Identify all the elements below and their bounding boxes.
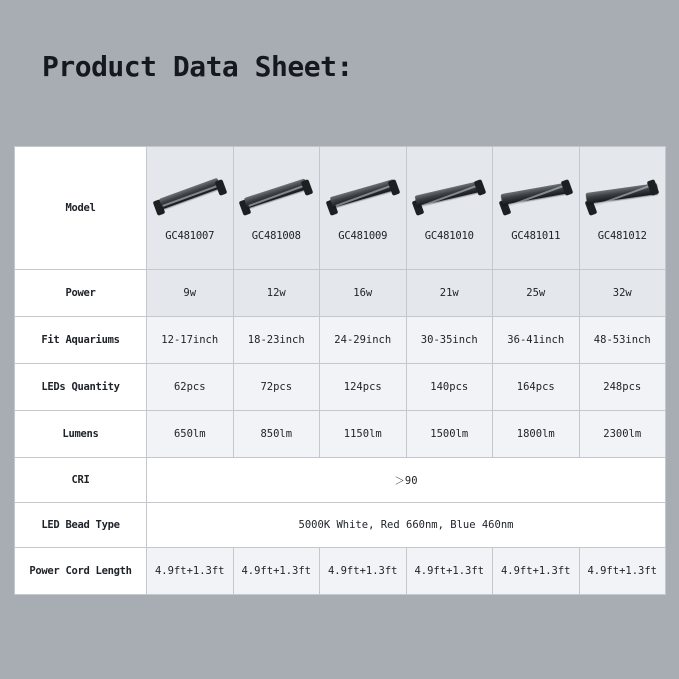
power-cell-2: 12w bbox=[233, 270, 320, 317]
spec-table bbox=[14, 146, 666, 595]
cord-cell-3: 4.9ft+1.3ft bbox=[320, 548, 407, 595]
aquarium-led-light-bar-icon bbox=[239, 174, 313, 220]
leds-cell-6: 248pcs bbox=[579, 364, 666, 411]
lumens-cell-3: 1150lm bbox=[320, 411, 407, 458]
lumens-cell-1: 650lm bbox=[147, 411, 234, 458]
row-label-led-bead-type: LED Bead Type bbox=[15, 503, 147, 548]
table-row-power bbox=[15, 270, 666, 317]
row-label-model: Model bbox=[15, 147, 147, 270]
fit-cell-6: 48-53inch bbox=[579, 317, 666, 364]
fit-cell-1: 12-17inch bbox=[147, 317, 234, 364]
cord-cell-5: 4.9ft+1.3ft bbox=[493, 548, 580, 595]
table-row-lumens bbox=[15, 411, 666, 458]
lumens-cell-2: 850lm bbox=[233, 411, 320, 458]
table-row-led-bead-type bbox=[15, 503, 666, 548]
table-row-cri bbox=[15, 458, 666, 503]
aquarium-led-light-bar-icon bbox=[499, 174, 573, 220]
model-code: GC481012 bbox=[597, 230, 647, 242]
model-code: GC481011 bbox=[511, 230, 561, 242]
table-row-leds-quantity bbox=[15, 364, 666, 411]
fit-cell-5: 36-41inch bbox=[493, 317, 580, 364]
leds-cell-3: 124pcs bbox=[320, 364, 407, 411]
table-row-fit-aquariums bbox=[15, 317, 666, 364]
leds-cell-2: 72pcs bbox=[233, 364, 320, 411]
model-cell-2 bbox=[233, 147, 320, 270]
model-code: GC481008 bbox=[251, 230, 301, 242]
power-cell-3: 16w bbox=[320, 270, 407, 317]
lumens-cell-6: 2300lm bbox=[579, 411, 666, 458]
model-code: GC481007 bbox=[165, 230, 215, 242]
cri-value: ＞90 bbox=[147, 458, 666, 503]
row-label-cri: CRI bbox=[15, 458, 147, 503]
aquarium-led-light-bar-icon bbox=[585, 174, 659, 220]
table-row-power-cord-length bbox=[15, 548, 666, 595]
aquarium-led-light-bar-icon bbox=[412, 174, 486, 220]
aquarium-led-light-bar-icon bbox=[326, 174, 400, 220]
leds-cell-5: 164pcs bbox=[493, 364, 580, 411]
row-label-power: Power bbox=[15, 270, 147, 317]
leds-cell-4: 140pcs bbox=[406, 364, 493, 411]
row-label-leds-quantity: LEDs Quantity bbox=[15, 364, 147, 411]
model-cell-6 bbox=[579, 147, 666, 270]
model-cell-4 bbox=[406, 147, 493, 270]
aquarium-led-light-bar-icon bbox=[153, 174, 227, 220]
fit-cell-2: 18-23inch bbox=[233, 317, 320, 364]
lumens-cell-4: 1500lm bbox=[406, 411, 493, 458]
cord-cell-2: 4.9ft+1.3ft bbox=[233, 548, 320, 595]
power-cell-6: 32w bbox=[579, 270, 666, 317]
power-cell-4: 21w bbox=[406, 270, 493, 317]
model-cell-5 bbox=[493, 147, 580, 270]
fit-cell-4: 30-35inch bbox=[406, 317, 493, 364]
lumens-cell-5: 1800lm bbox=[493, 411, 580, 458]
row-label-power-cord-length: Power Cord Length bbox=[15, 548, 147, 595]
leds-cell-1: 62pcs bbox=[147, 364, 234, 411]
table-row-model bbox=[15, 147, 666, 270]
page-title: Product Data Sheet: bbox=[42, 50, 353, 83]
cord-cell-4: 4.9ft+1.3ft bbox=[406, 548, 493, 595]
fit-cell-3: 24-29inch bbox=[320, 317, 407, 364]
power-cell-1: 9w bbox=[147, 270, 234, 317]
model-code: GC481009 bbox=[338, 230, 388, 242]
model-code: GC481010 bbox=[424, 230, 474, 242]
cord-cell-6: 4.9ft+1.3ft bbox=[579, 548, 666, 595]
model-cell-1 bbox=[147, 147, 234, 270]
power-cell-5: 25w bbox=[493, 270, 580, 317]
led-bead-type-value: 5000K White, Red 660nm, Blue 460nm bbox=[147, 503, 666, 548]
model-cell-3 bbox=[320, 147, 407, 270]
cord-cell-1: 4.9ft+1.3ft bbox=[147, 548, 234, 595]
row-label-fit-aquariums: Fit Aquariums bbox=[15, 317, 147, 364]
spec-table-container bbox=[14, 146, 666, 595]
row-label-lumens: Lumens bbox=[15, 411, 147, 458]
